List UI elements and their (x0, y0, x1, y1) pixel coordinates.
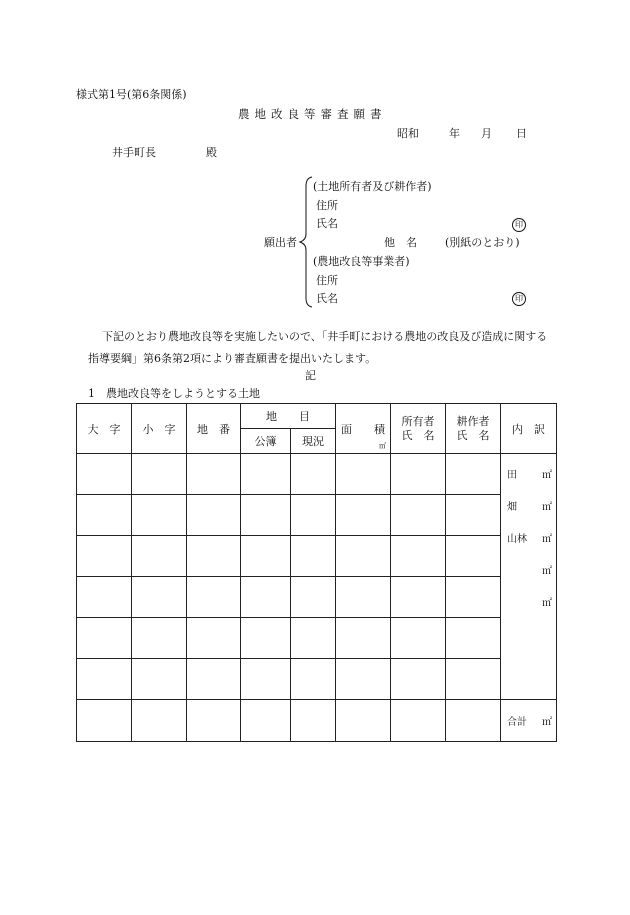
cell[interactable] (446, 495, 501, 536)
owner-address-label: 住所 (316, 199, 338, 212)
cell[interactable] (391, 659, 446, 700)
uchiwake-total (501, 700, 557, 742)
cell[interactable] (241, 536, 291, 577)
cell[interactable] (187, 618, 241, 659)
header-owner-line2: 氏 名 (401, 428, 435, 442)
document-title: 農地改良等審査願書 (238, 107, 387, 121)
cell[interactable] (291, 700, 336, 742)
cell[interactable] (187, 454, 241, 495)
cell[interactable] (446, 536, 501, 577)
owner-heading: (土地所有者及び耕作者) (313, 180, 432, 193)
header-menseki-text: 面 積 (341, 422, 385, 436)
ki-mark: 記 (305, 369, 316, 382)
cell[interactable] (446, 618, 501, 659)
uchiwake-breakdown (501, 454, 557, 700)
cell[interactable] (132, 536, 187, 577)
cell[interactable] (241, 577, 291, 618)
land-table (76, 403, 557, 742)
header-oaza: 大 字 (77, 404, 132, 454)
cell[interactable] (446, 454, 501, 495)
header-genkyo: 現況 (291, 429, 336, 454)
cell[interactable] (391, 577, 446, 618)
cell[interactable] (446, 577, 501, 618)
business-address-label: 住所 (316, 274, 338, 287)
cell[interactable] (291, 454, 336, 495)
header-owner-line1: 所有者 (401, 414, 435, 428)
cell[interactable] (336, 700, 391, 742)
cell[interactable] (391, 618, 446, 659)
uchiwake-list (501, 466, 556, 626)
cell[interactable] (132, 454, 187, 495)
others-count: 他 名 (384, 236, 417, 249)
cell[interactable] (77, 659, 132, 700)
cell[interactable] (132, 700, 187, 742)
applicant-label: 願出者 (264, 236, 297, 249)
cell[interactable] (336, 495, 391, 536)
uchiwake-item: 山林 ㎡ (507, 534, 552, 545)
cell[interactable] (77, 618, 132, 659)
cell[interactable] (77, 495, 132, 536)
cell[interactable] (446, 659, 501, 700)
business-heading: (農地改良等事業者) (313, 255, 410, 268)
cell[interactable] (291, 659, 336, 700)
body-text: 下記のとおり農地改良等を実施したいので、「井手町における農地の改良及び造成に関する指導要綱」第6条第2項により審査願書を提出いたします。 (88, 330, 548, 365)
header-owner (391, 404, 446, 454)
cell[interactable] (336, 618, 391, 659)
others-note: (別紙のとおり) (445, 236, 520, 249)
section-1-heading: 1 農地改良等をしようとする土地 (88, 387, 260, 400)
cell[interactable] (291, 536, 336, 577)
uchiwake-item: 畑 ㎡ (507, 502, 552, 513)
cell[interactable] (241, 700, 291, 742)
cell[interactable] (241, 495, 291, 536)
cell[interactable] (241, 618, 291, 659)
header-koaza: 小 字 (132, 404, 187, 454)
header-uchiwake: 内 訳 (501, 404, 557, 454)
cell[interactable] (187, 659, 241, 700)
cell[interactable] (132, 577, 187, 618)
body-paragraph (88, 326, 558, 370)
cell[interactable] (391, 495, 446, 536)
cell[interactable] (132, 659, 187, 700)
seal-mark: 印 (512, 218, 526, 232)
cell[interactable] (391, 700, 446, 742)
cell[interactable] (241, 659, 291, 700)
cell[interactable] (132, 618, 187, 659)
addressee-honorific: 殿 (206, 146, 217, 159)
header-kobo: 公簿 (241, 429, 291, 454)
uchiwake-item: ㎡ (542, 566, 552, 577)
cell[interactable] (77, 536, 132, 577)
header-menseki-unit: ㎡ (379, 442, 386, 450)
cell[interactable] (132, 495, 187, 536)
cell[interactable] (336, 659, 391, 700)
cell[interactable] (187, 536, 241, 577)
header-chiban: 地 番 (187, 404, 241, 454)
seal-mark-2: 印 (512, 292, 526, 306)
header-farmer (446, 404, 501, 454)
addressee-name: 井手町長 (112, 146, 156, 159)
date-month: 月 (481, 127, 492, 140)
cell[interactable] (241, 454, 291, 495)
cell[interactable] (77, 454, 132, 495)
business-name-label: 氏名 (316, 292, 338, 305)
cell[interactable] (291, 577, 336, 618)
header-farmer-line2: 氏 名 (456, 428, 490, 442)
total-unit: ㎡ (542, 717, 552, 728)
cell[interactable] (187, 577, 241, 618)
cell[interactable] (446, 700, 501, 742)
cell[interactable] (291, 618, 336, 659)
header-farmer-line1: 耕作者 (456, 414, 490, 428)
total-label: 合計 (507, 717, 527, 728)
applicant-brace (298, 176, 314, 308)
date-era: 昭和 (397, 127, 419, 140)
owner-name-label: 氏名 (316, 217, 338, 230)
cell[interactable] (391, 454, 446, 495)
header-menseki (336, 404, 391, 454)
form-number: 様式第1号(第6条関係) (76, 88, 187, 101)
cell[interactable] (77, 700, 132, 742)
date-year: 年 (449, 127, 460, 140)
date-day: 日 (516, 127, 527, 140)
total-row (501, 713, 556, 728)
uchiwake-item: ㎡ (542, 598, 552, 609)
cell[interactable] (336, 536, 391, 577)
cell[interactable] (187, 495, 241, 536)
cell[interactable] (291, 495, 336, 536)
cell[interactable] (336, 454, 391, 495)
header-chimoku: 地 目 (241, 404, 336, 429)
cell[interactable] (391, 536, 446, 577)
cell[interactable] (77, 577, 132, 618)
cell[interactable] (187, 700, 241, 742)
uchiwake-item: 田 ㎡ (507, 470, 552, 481)
cell[interactable] (336, 577, 391, 618)
